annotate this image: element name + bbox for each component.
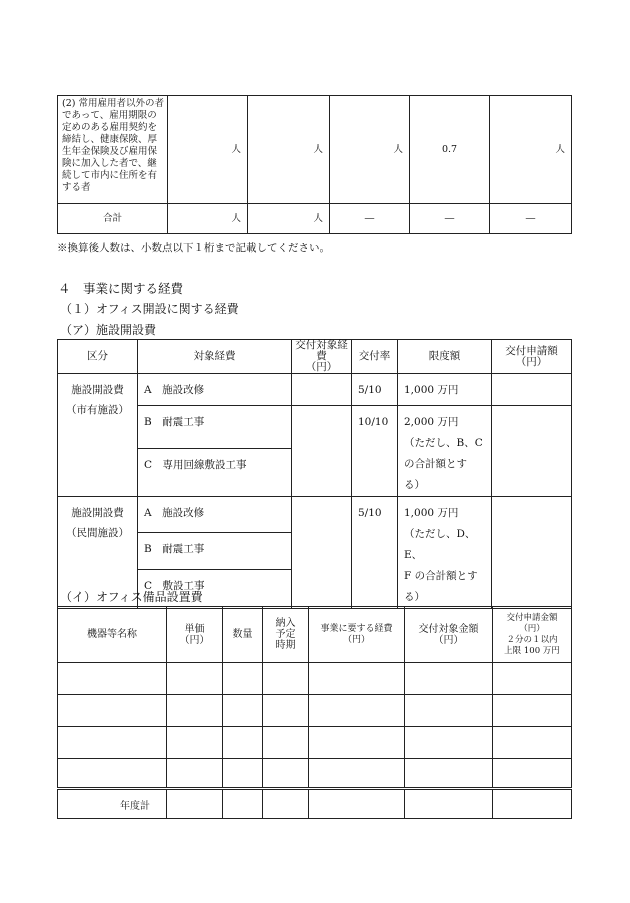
- input-cell[interactable]: [309, 663, 405, 695]
- input-cell[interactable]: [58, 695, 167, 727]
- column-header: 対象経費: [138, 340, 292, 374]
- input-cell[interactable]: [309, 727, 405, 759]
- input-cell[interactable]: [263, 727, 309, 759]
- column-header: 納入 予定 時期: [263, 607, 309, 663]
- table-row: [58, 663, 572, 695]
- subsection-heading: （ア）施設開設費: [60, 323, 157, 337]
- value-cell: 人: [248, 96, 330, 204]
- table-row: [58, 497, 572, 533]
- input-cell[interactable]: [223, 759, 263, 789]
- limit-cell: 1,000 万円 （ただし、D、E、 F の合計額とす る）: [398, 497, 492, 609]
- amount-cell[interactable]: [292, 497, 352, 609]
- limit-cell: 1,000 万円: [398, 374, 492, 406]
- input-cell[interactable]: [405, 727, 493, 759]
- category-cell: 施設開設費 （市有施設）: [58, 374, 138, 497]
- section-heading: ４ 事業に関する経費: [58, 281, 184, 296]
- input-cell[interactable]: [263, 759, 309, 789]
- input-cell[interactable]: [167, 663, 223, 695]
- input-cell[interactable]: [223, 789, 263, 819]
- request-amount-cell[interactable]: [492, 497, 572, 609]
- expense-item: A 施設改修: [138, 497, 292, 533]
- employee-table: [57, 95, 572, 234]
- request-amount-cell[interactable]: [492, 406, 572, 497]
- table-row: [58, 374, 572, 406]
- column-header: 交付対象金額 （円）: [405, 607, 493, 663]
- category-cell: 施設開設費 （民間施設）: [58, 497, 138, 609]
- limit-cell: 2,000 万円 （ただし、B、C の合計額とす る）: [398, 406, 492, 497]
- value-cell: ―: [330, 204, 410, 234]
- value-cell: 人: [168, 204, 248, 234]
- input-cell[interactable]: [405, 695, 493, 727]
- column-header: 交付申請金額 （円） ２分の１以内 上限 100 万円: [493, 607, 572, 663]
- input-cell[interactable]: [405, 759, 493, 789]
- equipment-cost-table: [57, 606, 572, 819]
- input-cell[interactable]: [263, 663, 309, 695]
- input-cell[interactable]: [405, 663, 493, 695]
- total-row: [58, 789, 572, 819]
- column-header: 交付申請額 （円）: [492, 340, 572, 374]
- table-row: [58, 96, 572, 204]
- value-cell: 人: [248, 204, 330, 234]
- rate-cell: 10/10: [352, 406, 398, 497]
- request-amount-cell[interactable]: [492, 374, 572, 406]
- input-cell[interactable]: [493, 695, 572, 727]
- total-label: 合計: [58, 204, 168, 234]
- value-cell: 人: [490, 96, 572, 204]
- column-header: 単価 （円）: [167, 607, 223, 663]
- table-row: [58, 695, 572, 727]
- amount-cell[interactable]: [292, 406, 352, 497]
- input-cell[interactable]: [167, 759, 223, 789]
- note-text: ※換算後人数は、小数点以下１桁まで記載してください。: [57, 242, 330, 254]
- value-cell: ―: [490, 204, 572, 234]
- column-header: 区分: [58, 340, 138, 374]
- value-cell: 人: [168, 96, 248, 204]
- column-header: 限度額: [398, 340, 492, 374]
- coefficient-cell: 0.7: [410, 96, 490, 204]
- table-row: [58, 204, 572, 234]
- input-cell[interactable]: [405, 789, 493, 819]
- expense-item: B 耐震工事: [138, 533, 292, 570]
- year-total-label: 年度計: [58, 789, 167, 819]
- input-cell[interactable]: [493, 759, 572, 789]
- input-cell[interactable]: [493, 727, 572, 759]
- table-row: [58, 759, 572, 789]
- input-cell[interactable]: [309, 759, 405, 789]
- subsection-heading: （イ）オフィス備品設置費: [60, 590, 203, 604]
- input-cell[interactable]: [263, 695, 309, 727]
- input-cell[interactable]: [223, 727, 263, 759]
- input-cell[interactable]: [223, 695, 263, 727]
- value-cell: 人: [330, 96, 410, 204]
- input-cell[interactable]: [309, 695, 405, 727]
- expense-item: C 専用回線敷設工事: [138, 449, 292, 497]
- expense-item: A 施設改修: [138, 374, 292, 406]
- expense-item: C 敷設工事: [138, 570, 292, 609]
- input-cell[interactable]: [58, 663, 167, 695]
- table-row: [58, 727, 572, 759]
- header-row: [58, 607, 572, 663]
- header-row: [58, 340, 572, 374]
- amount-cell[interactable]: [292, 374, 352, 406]
- rate-cell: 5/10: [352, 497, 398, 609]
- facility-cost-table: [57, 339, 572, 609]
- column-header: 交付率: [352, 340, 398, 374]
- input-cell[interactable]: [309, 789, 405, 819]
- column-header: 交付対象経費 （円）: [292, 340, 352, 374]
- value-cell: ―: [410, 204, 490, 234]
- input-cell[interactable]: [493, 663, 572, 695]
- row-label: (2) 常用雇用者以外の者であって、雇用期限の定めのある雇用契約を締結し、健康保険、厚生年金保険及び雇用保険に加入した者で、継続して市内に住所を有する者: [58, 96, 168, 204]
- column-header: 数量: [223, 607, 263, 663]
- subsection-heading: （１）オフィス開設に関する経費: [60, 302, 239, 316]
- column-header: 事業に要する経費 （円）: [309, 607, 405, 663]
- column-header: 機器等名称: [58, 607, 167, 663]
- input-cell[interactable]: [493, 789, 572, 819]
- input-cell[interactable]: [167, 727, 223, 759]
- input-cell[interactable]: [167, 695, 223, 727]
- input-cell[interactable]: [223, 663, 263, 695]
- input-cell[interactable]: [58, 727, 167, 759]
- rate-cell: 5/10: [352, 374, 398, 406]
- input-cell[interactable]: [263, 789, 309, 819]
- expense-item: B 耐震工事: [138, 406, 292, 449]
- input-cell[interactable]: [167, 789, 223, 819]
- input-cell[interactable]: [58, 759, 167, 789]
